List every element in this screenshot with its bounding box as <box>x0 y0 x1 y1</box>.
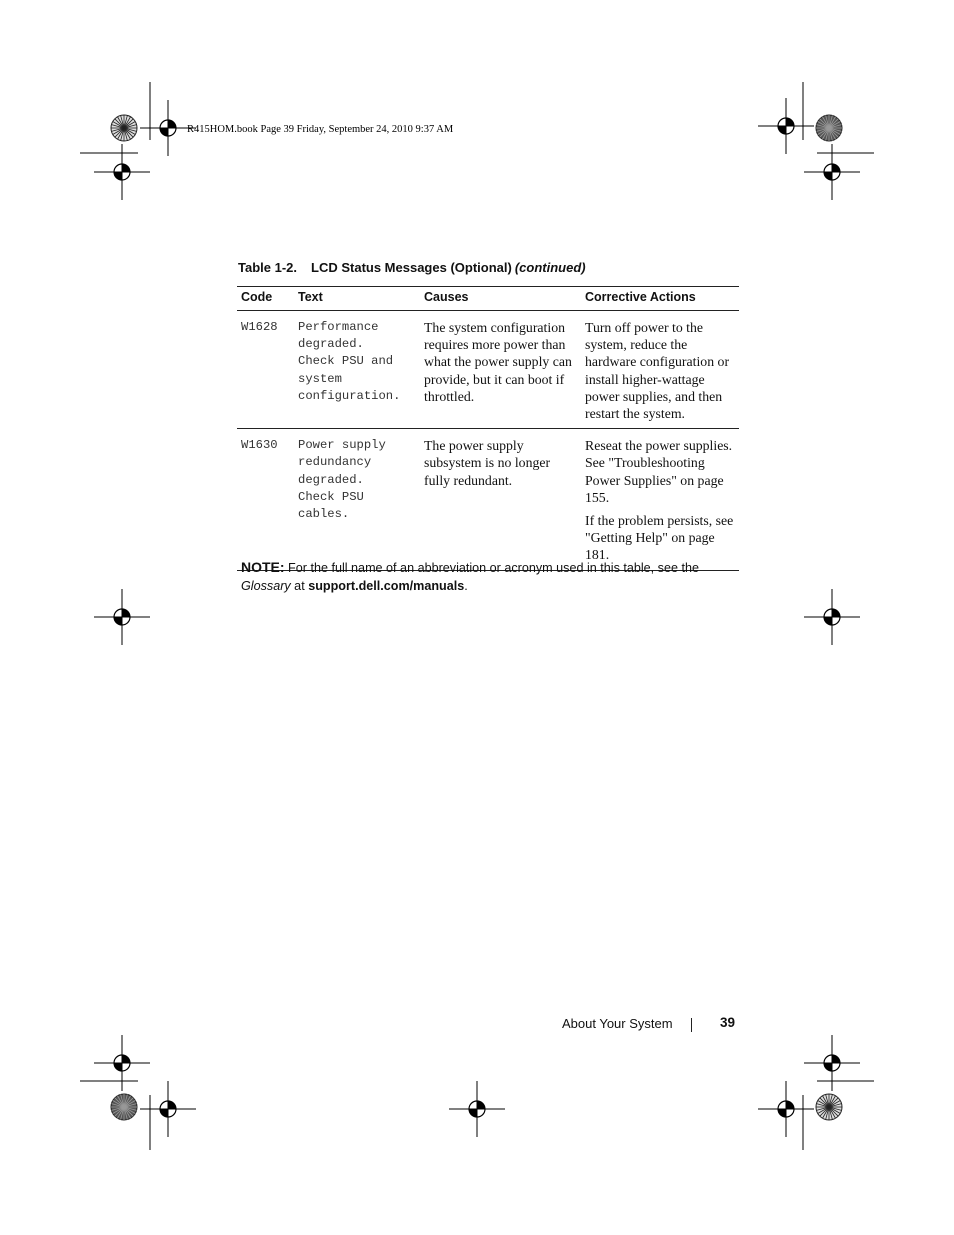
note-link[interactable]: support.dell.com/manuals <box>308 579 465 593</box>
header-code: Code <box>237 287 294 311</box>
registration-target <box>804 144 860 200</box>
starburst-mark <box>111 115 137 141</box>
row-code: W1630 <box>237 429 294 570</box>
text-line: Power supply <box>298 438 386 453</box>
text-line: degraded. <box>298 472 364 487</box>
registration-target <box>140 1081 196 1137</box>
row-code: W1628 <box>237 311 294 429</box>
table-caption <box>238 260 586 275</box>
header-text: Text <box>294 287 420 311</box>
text-line: Performance <box>298 320 379 334</box>
table-header-row <box>237 287 739 311</box>
note-at: at <box>290 579 309 593</box>
registration-target <box>94 144 150 200</box>
text-line: system <box>298 371 342 386</box>
registration-target <box>758 1081 814 1137</box>
text-line: degraded. <box>298 337 364 352</box>
note-end: . <box>464 579 468 593</box>
page-header: R415HOM.book Page 39 Friday, September 24, 2010 9:37 AM <box>187 124 454 135</box>
table-continued: (continued) <box>514 260 586 275</box>
text-line: Check PSU <box>298 489 364 504</box>
starburst-mark <box>816 115 842 141</box>
row-text <box>294 311 420 429</box>
table-row <box>237 429 739 570</box>
footer-section-title: About Your System <box>562 1016 673 1031</box>
table-title: LCD Status Messages (Optional) <box>311 260 512 275</box>
starburst-mark <box>816 1094 842 1120</box>
starburst-mark <box>111 1094 137 1120</box>
registration-target <box>804 1035 860 1091</box>
note-glossary: Glossary <box>241 579 291 593</box>
registration-target <box>758 98 814 154</box>
action-paragraph: If the problem persists, see "Getting Help" on page 181. <box>585 513 734 563</box>
action-paragraph: Turn off power to the system, reduce the hardware configuration or install higher-wattage power supplies, and then restart the system. <box>585 320 730 422</box>
table-number: Table 1-2. <box>238 260 298 275</box>
text-line: redundancy <box>298 455 372 470</box>
text-line: Check PSU and <box>298 354 394 369</box>
row-actions <box>581 429 739 570</box>
table-row <box>237 311 739 429</box>
header-corrective-actions: Corrective Actions <box>581 287 739 311</box>
text-line: configuration. <box>298 388 401 403</box>
row-actions <box>581 311 739 429</box>
row-causes: The power supply subsystem is no longer fully redundant. <box>420 429 581 570</box>
row-causes: The system configuration requires more power than what the power supply can provide, but it can boot if throttled. <box>420 311 581 429</box>
text-line: cables. <box>298 507 350 522</box>
registration-target <box>94 589 150 645</box>
lcd-status-table <box>237 286 739 571</box>
header-causes: Causes <box>420 287 581 311</box>
note <box>241 558 741 595</box>
note-text: For the full name of an abbreviation or acronym used in this table, see the <box>284 561 699 575</box>
page-number: 39 <box>720 1015 736 1030</box>
registration-target <box>94 1035 150 1091</box>
registration-target <box>804 589 860 645</box>
note-label: NOTE: <box>241 559 285 575</box>
footer-separator <box>691 1018 692 1032</box>
registration-target <box>449 1081 505 1137</box>
row-text <box>294 429 420 570</box>
action-paragraph: Reseat the power supplies. See "Troubleshooting Power Supplies" on page 155. <box>585 438 733 505</box>
